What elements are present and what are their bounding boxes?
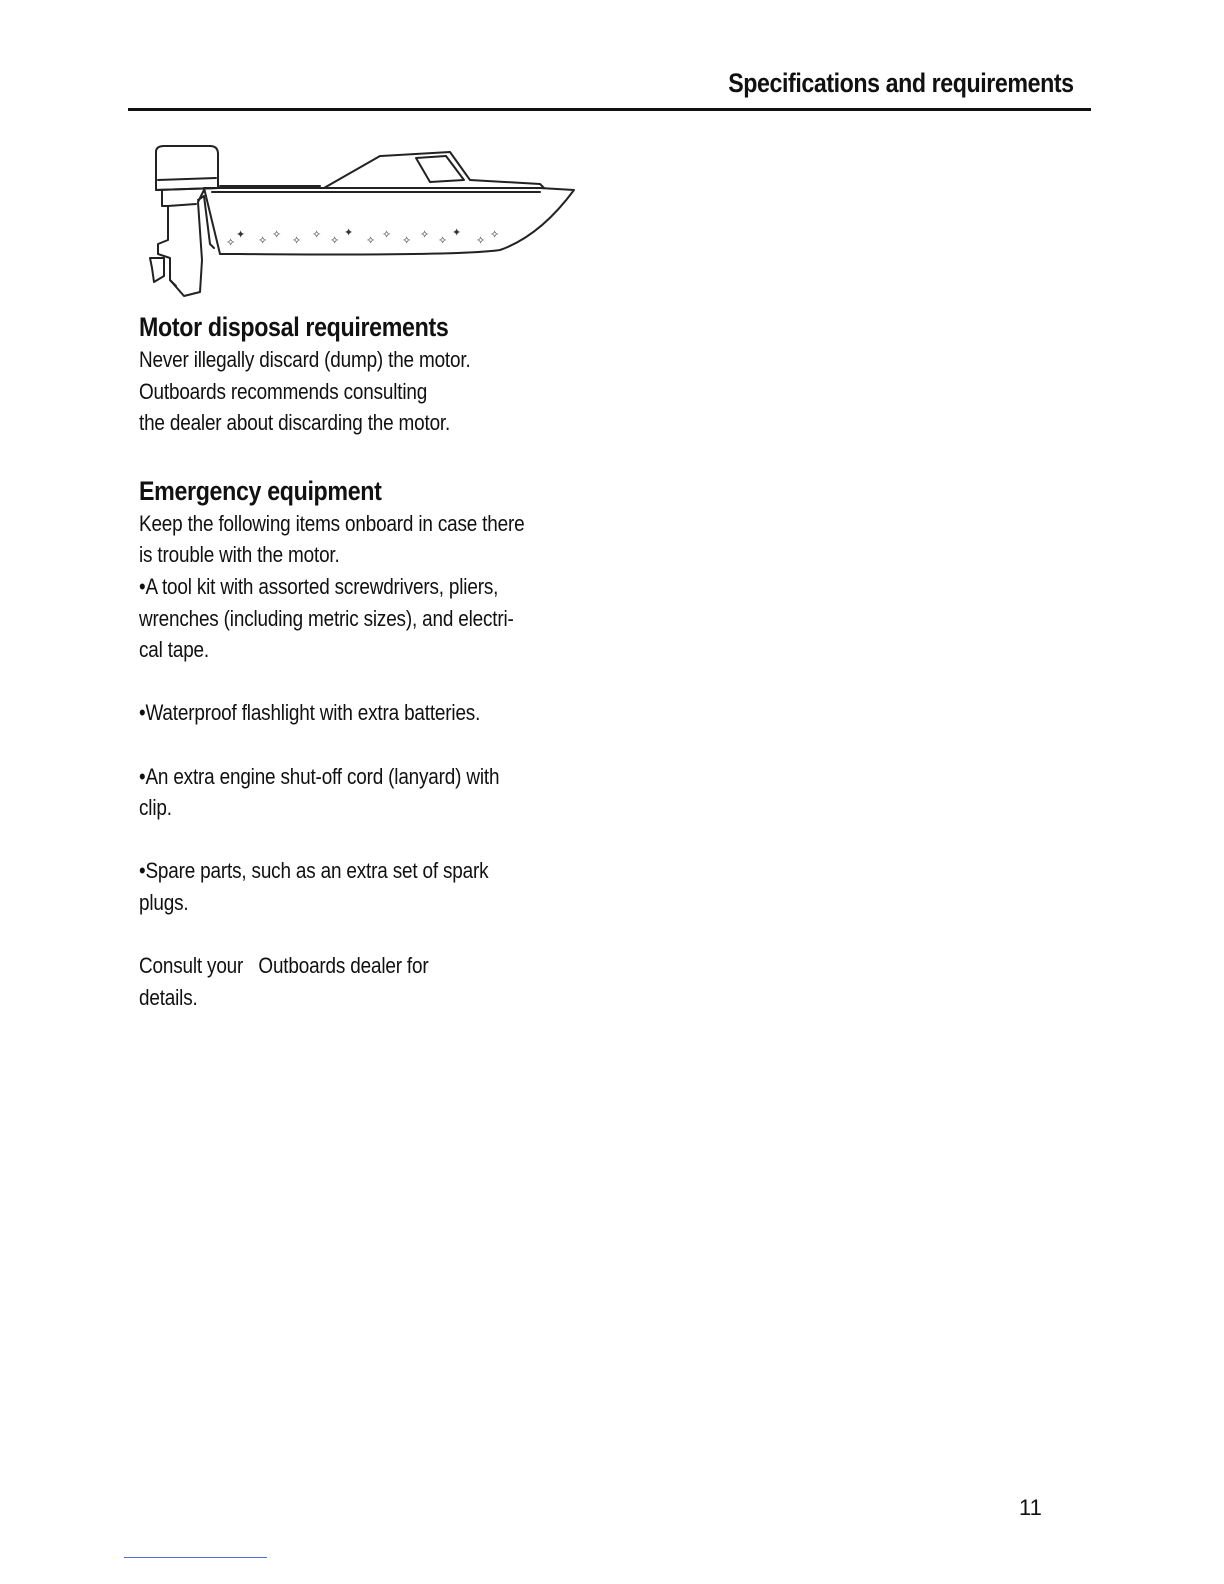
svg-text:✧: ✧ xyxy=(258,234,268,247)
svg-text:✧: ✧ xyxy=(382,228,392,241)
list-spacer xyxy=(139,919,609,951)
header-divider xyxy=(128,108,1091,111)
closing-line: details. xyxy=(139,984,198,1010)
section-spacer xyxy=(139,439,609,474)
svg-text:✧: ✧ xyxy=(366,234,376,247)
list-spacer xyxy=(139,824,609,856)
list-item-spare-parts: •Spare parts, such as an extra set of spark xyxy=(139,858,489,884)
page-content xyxy=(139,310,609,1013)
emergency-intro-line: Keep the following items onboard in case there xyxy=(139,510,525,536)
list-item-tool-kit: •A tool kit with assorted screwdrivers, pliers, xyxy=(139,573,499,599)
motor-disposal-line: Never illegally discard (dump) the motor. xyxy=(139,347,471,372)
svg-text:✦: ✦ xyxy=(452,226,462,239)
motor-disposal-heading: Motor disposal requirements xyxy=(139,312,449,342)
svg-text:✧: ✧ xyxy=(420,228,430,241)
emergency-equipment-heading: Emergency equipment xyxy=(139,475,382,506)
svg-text:✧: ✧ xyxy=(330,234,340,247)
list-item-shutoff-cord: clip. xyxy=(139,795,172,821)
footer-underline xyxy=(124,1557,267,1558)
motor-disposal-line: the dealer about discarding the motor. xyxy=(139,410,451,436)
list-item-flashlight: •Waterproof flashlight with extra batteries. xyxy=(139,700,481,726)
svg-text:✧: ✧ xyxy=(292,234,302,247)
svg-text:✧: ✧ xyxy=(312,228,322,241)
boat-with-outboard-motor-illustration xyxy=(140,140,580,305)
list-item-shutoff-cord: •An extra engine shut-off cord (lanyard) with xyxy=(139,763,500,789)
list-spacer xyxy=(139,729,609,761)
emergency-intro-line: is trouble with the motor. xyxy=(139,542,340,568)
page-header-title: Specifications and requirements xyxy=(728,68,1074,98)
motor-disposal-line: Outboards recommends consulting xyxy=(139,378,428,404)
svg-text:✧: ✧ xyxy=(226,236,236,249)
svg-text:✦: ✦ xyxy=(236,228,246,241)
svg-text:✦: ✦ xyxy=(344,226,354,239)
list-spacer xyxy=(139,666,609,698)
list-item-tool-kit: wrenches (including metric sizes), and electri- xyxy=(139,605,514,631)
svg-text:✧: ✧ xyxy=(438,234,448,247)
svg-text:✧: ✧ xyxy=(490,228,500,241)
list-item-spare-parts: plugs. xyxy=(139,889,189,915)
svg-text:✧: ✧ xyxy=(272,228,282,241)
list-item-tool-kit: cal tape. xyxy=(139,637,209,663)
svg-text:✧: ✧ xyxy=(402,234,412,247)
page-number: 11 xyxy=(1019,1495,1042,1520)
svg-text:✧: ✧ xyxy=(476,234,486,247)
closing-line: Consult your Outboards dealer for xyxy=(139,953,429,979)
